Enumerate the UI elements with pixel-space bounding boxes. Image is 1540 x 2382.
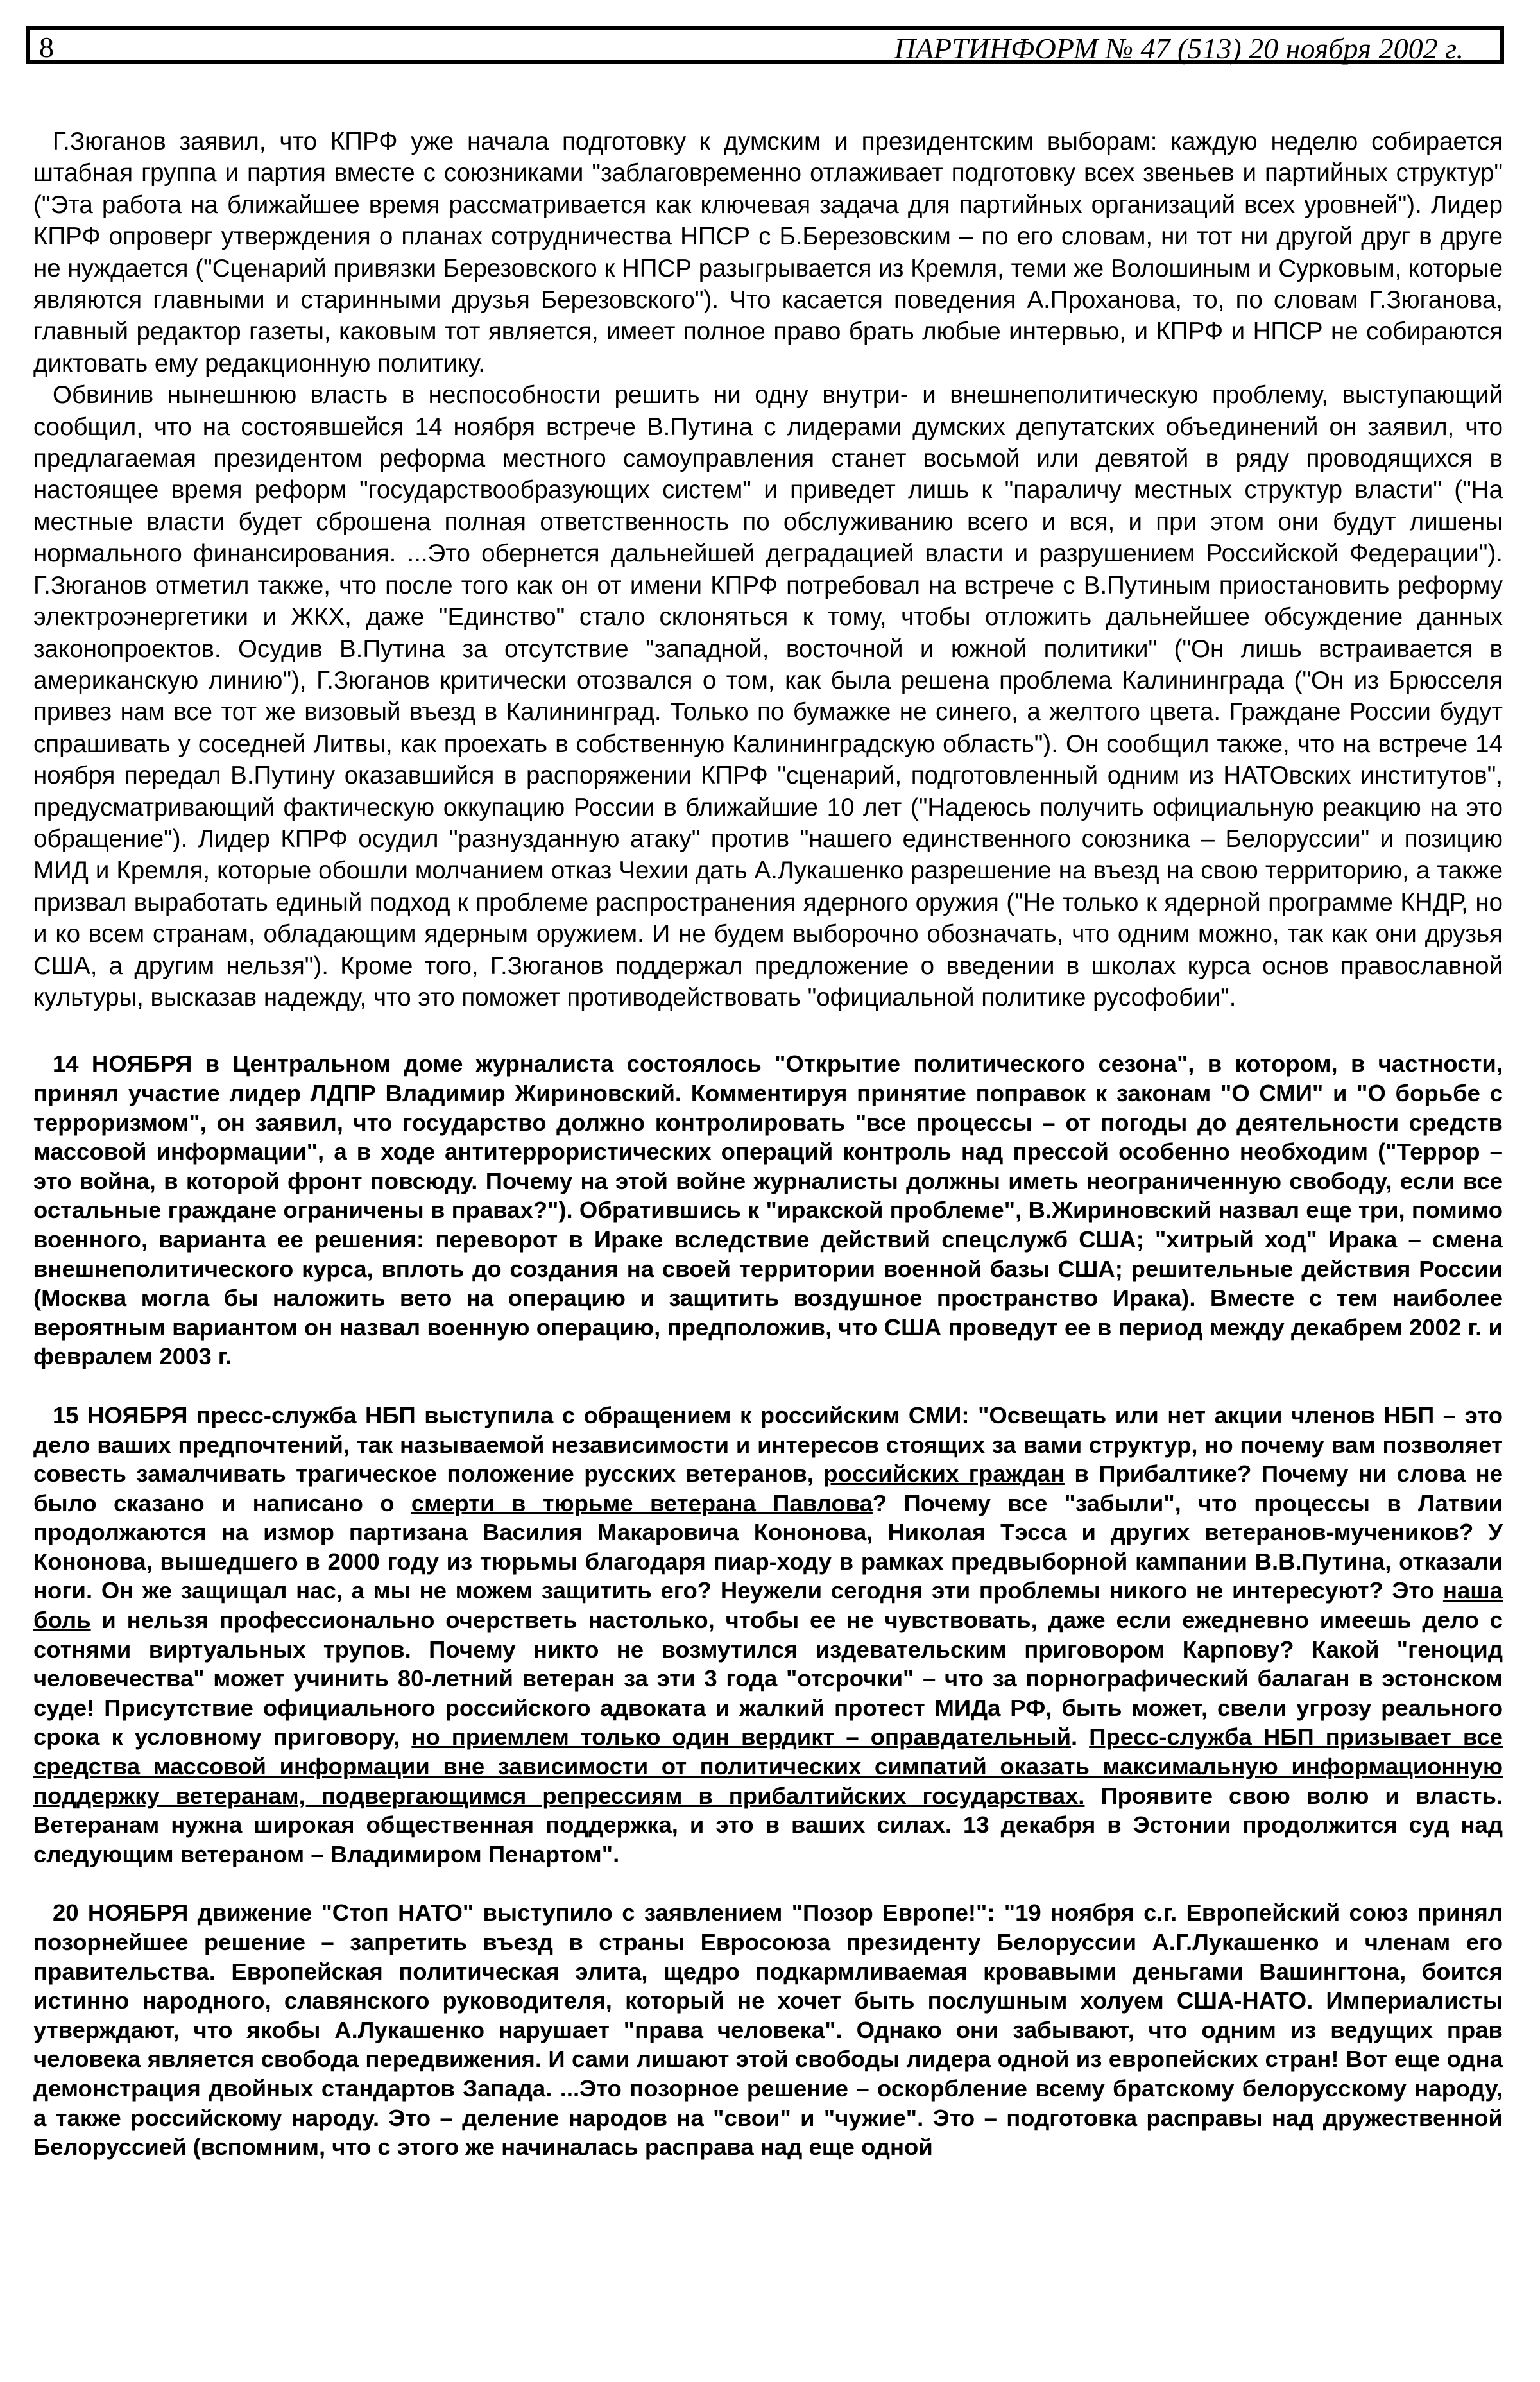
news-item-nov20: 20 НОЯБРЯ движение "Стоп НАТО" выступило с заявлением "Позор Европе!": "19 ноября с.г. Европейский союз принял позорнейшее решение – запретить въезд в страны Евросоюза президенту Белоруссии А.Г.Лукашенко и членам его правительства. Европейская политическая элита, щедро подкармливаемая кровавыми деньгами Вашингтона, боится истинно народного, славянского руководителя, который не хочет быть послушным холуем США-НАТО. Империалисты утверждают, что якобы А.Лукашенко нарушает "права человека". Однако они забывают, что одним из ведущих прав человека является свобода передвижения. И сами лишают этой свободы лидера одной из европейских стран! Вот еще одна демонстрация двойных стандартов Запада. ...Это позорное решение – оскорбление всему братскому белорусскому народу, а также российскому народу. Это – деление народов на "свои" и "чужие". Это – подготовка расправы над дружественной Белоруссией (вспомним, что с этого же начиналась расправа над еще одной xyxy=(33,1899,1503,2161)
nov15-underline-4: но приемлем только один вердикт – оправдательный xyxy=(411,1724,1072,1751)
page-number: 8 xyxy=(39,31,54,64)
zyuganov-paragraph-2: Обвинив нынешнюю власть в неспособности решить ни одну внутри- и внешнеполитическую проблему, выступающий сообщил, что на состоявшейся 14 ноября встрече В.Путина с лидерами думских депутатских объединений он заявил, что предлагаемая президентом реформа местного самоуправления станет восьмой или девятой в ряду проводящихся в настоящее время реформ "государствообразующих систем" и приведет лишь к "параличу местных структур власти" ("На местные власти будет сброшена полная ответственность по обслуживанию всего и вся, и при этом они будут лишены нормального финансирования. ...Это обернется дальнейшей деградацией власти и разрушением Российской Федерации"). Г.Зюганов отметил также, что после того как он от имени КПРФ потребовал на встрече с В.Путиным приостановить реформу электроэнергетики и ЖКХ, даже "Единство" стало склоняться к тому, чтобы отложить дальнейшее обсуждение данных законопроектов. Осудив В.Путина за отсутствие "западной, восточной и южной политики" ("Он лишь встраивается в американскую линию"), Г.Зюганов критически отозвался о том, как была решена проблема Калининграда ("Он из Брюсселя привез нам все тот же визовый въезд в Калининград. Только по бумажке не синего, а желтого цвета. Граждане России будут спрашивать у соседней Литвы, как проехать в собственную Калининградскую область"). Он сообщил также, что на встрече 14 ноября передал В.Путину оказавшийся в распоряжении КПРФ "сценарий, подготовленный одним из НАТОвских институтов", предусматривающий фактическую оккупацию России в ближайшие 10 лет ("Надеюсь получить официальную реакцию на это обращение"). Лидер КПРФ осудил "разнузданную атаку" против "нашего единственного союзника – Белоруссии" и позицию МИД и Кремля, которые обошли молчанием отказ Чехии дать А.Лукашенко разрешение на въезд на свою территорию, а также призвал выработать единый подход к проблеме распространения ядерного оружия ("Не только к ядерной программе КНДР, но и ко всем странам, обладающим ядерным оружием. И не будем выборочно обозначать, что одним можно, так как они друзья США, а другим нельзя"). Кроме того, Г.Зюганов поддержал предложение о введении в школах курса основ православной культуры, высказав надежду, что это поможет противодействовать "официальной политике русофобии". xyxy=(33,381,1503,1011)
nov15-text-5: . xyxy=(1071,1724,1090,1751)
nov15-text-1: 15 НОЯБРЯ пресс-служба НБП выступила с обращением к российским СМИ: "Освещать или нет акции членов НБП – это дело ваших предпочтений, так называемой независимости и интересов стоящих за вами структур, но почему вам позволяет совесть замалчивать трагическое положение русских ветеранов, xyxy=(33,1401,1503,1487)
news-item-nov14: 14 НОЯБРЯ в Центральном доме журналиста состоялось "Открытие политического сезона", в котором, в частности, принял участие лидер ЛДПР Владимир Жириновский. Комментируя принятие поправок к законам "О СМИ" и "О борьбе с терроризмом", он заявил, что государство должно контролировать "все процессы – от погоды до деятельности средств массовой информации", а в ходе антитеррористических операций контроль над прессой особенно необходим ("Террор – это война, в которой фронт повсюду. Почему на этой войне журналисты должны иметь неограниченную свободу, если все остальные граждане ограничены в правах?"). Обратившись к "иракской проблеме", В.Жириновский назвал еще три, помимо военного, варианта ее решения: переворот в Ираке вследствие действий спецслужб США; "хитрый ход" Ирака – смена внешнеполитического курса, вплоть до создания на своей территории военной базы США; решительные действия России (Москва могла бы наложить вето на операцию и защитить воздушное пространство Ирака). Вместе с тем наиболее вероятным вариантом он назвал военную операцию, предположив, что США проведут ее в период между декабрем 2002 г. и февралем 2003 г. xyxy=(33,1050,1503,1370)
nov15-underline-3: наша боль xyxy=(33,1577,1503,1634)
nov15-underline-2: смерти в тюрьме ветерана Павлова xyxy=(411,1489,873,1516)
nov15-text-6: Проявите свою волю и власть. Ветеранам нужна широкая общественная поддержка, и это в ваших силах. 13 декабря в Эстонии продолжится суд над следующим ветераном – Владимиром Пенартом". xyxy=(33,1782,1503,1867)
page-header xyxy=(26,26,1504,64)
news-item-nov15 xyxy=(33,1401,1503,1869)
nov15-text-2: в Прибалтике? Почему ни слова не было сказано и написано о xyxy=(33,1461,1503,1516)
nov15-underline-1: российских граждан xyxy=(823,1461,1065,1487)
publication-title: ПАРТИНФОРМ № 47 (513) 20 ноября 2002 г. xyxy=(894,32,1464,65)
zyuganov-paragraph-1: Г.Зюганов заявил, что КПРФ уже начала подготовку к думским и президентским выборам: каждую неделю собирается штабная группа и партия вместе с союзниками "заблаговременно отлаживает подготовку всех звеньев и партийных структур" ("Эта работа на ближайшее время рассматривается как ключевая задача для партийных организаций всех уровней"). Лидер КПРФ опроверг утверждения о планах сотрудничества НПСР с Б.Березовским – по его словам, ни тот ни другой друг в друге не нуждается ("Сценарий привязки Березовского к НПСР разыгрывается из Кремля, теми же Волошиным и Сурковым, которые являются главными и старинными друзья Березовского"). Что касается поведения А.Проханова, то, по словам Г.Зюганова, главный редактор газеты, каковым тот является, имеет полное право брать любые интервью, и КПРФ и НПСР не собираются диктовать ему редакционную политику. xyxy=(33,128,1503,377)
nov15-text-3: ? Почему все "забыли", что процессы в Латвии продолжаются на измор партизана Василия Макаровича Кононова, Николая Тэсса и других ветеранов-мучеников? У Кононова, вышедшего в 2000 году из тюрьмы благодаря пиар-ходу в рамках предвыборной кампании В.В.Путина, отказали ноги. Он же защищал нас, а мы не можем защитить его? Неужели сегодня эти проблемы никого не интересуют? Это xyxy=(33,1489,1503,1604)
nov15-text-4: и нельзя профессионально очерстветь настолько, чтобы ее не чувствовать, даже если ежедневно имеешь дело с сотнями виртуальных трупов. Почему никто не возмутился издевательским приговором Карпову? Какой "геноцид человечества" может учинить 80-летний ветеран за эти 3 года "отсрочки" – что за порнографический балаган в эстонском суде! Присутствие официального российского адвоката и жалкий протест МИДа РФ, быть может, свели угрозу реального срока к условному приговору, xyxy=(33,1607,1503,1751)
article-body xyxy=(33,126,1503,2162)
nov15-underline-5: Пресс-служба НБП призывает все средства массовой информации вне зависимости от политических симпатий оказать максимальную информационную поддержку ветеранам, подвергающимся репрессиям в прибалтийских государствах. xyxy=(33,1724,1503,1809)
